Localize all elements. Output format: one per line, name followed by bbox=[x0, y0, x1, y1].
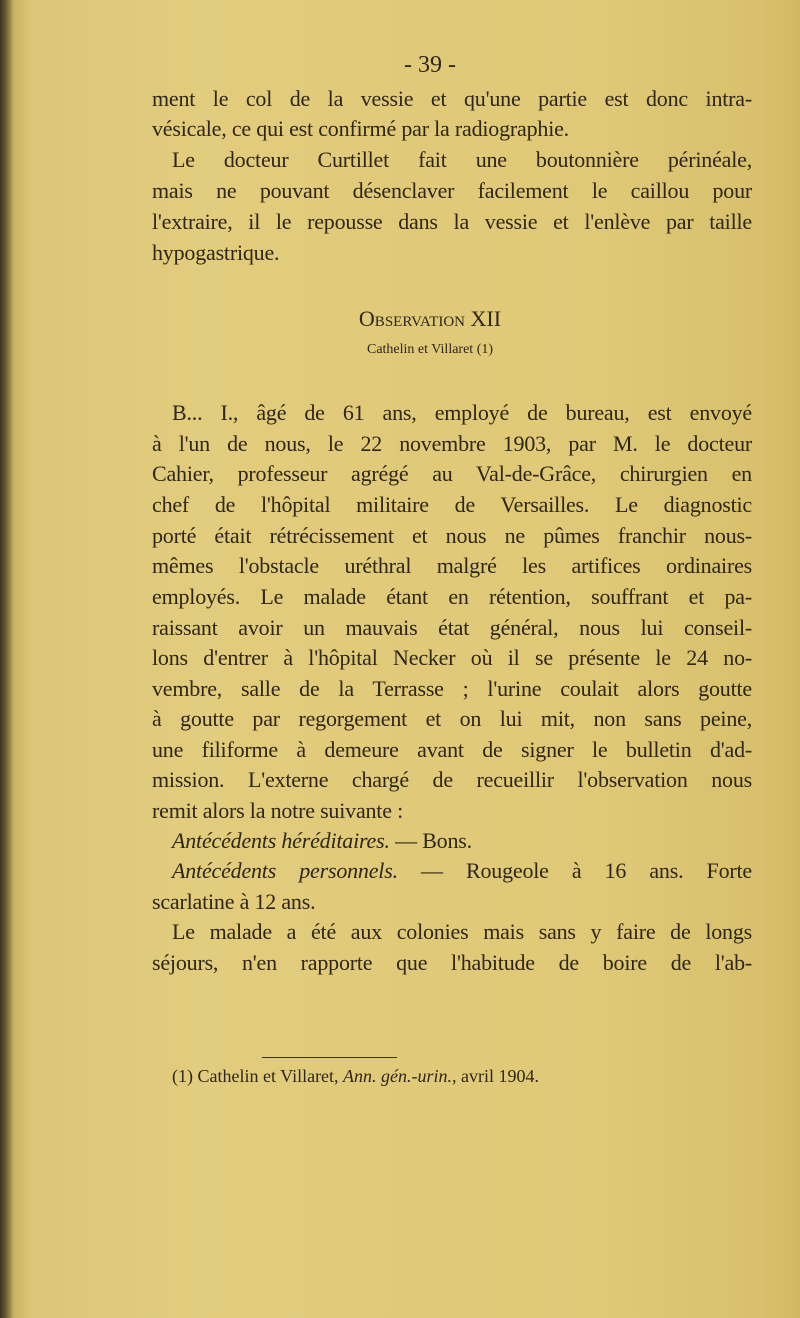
section-heading: Observation XII bbox=[358, 306, 502, 331]
footnote-divider bbox=[262, 1057, 397, 1058]
section-subheading: Cathelin et Villaret (1) bbox=[366, 342, 494, 357]
text-line: Cahier, professeur agrégé au Val-de-Grâce, chirurgien en bbox=[152, 461, 752, 486]
personal-text: — Rougeole à 16 ans. Forte bbox=[421, 858, 752, 883]
text-line: chef de l'hôpital militaire de Versailles. Le diagnostic bbox=[152, 492, 752, 517]
text-line: scarlatine à 12 ans. bbox=[152, 889, 316, 914]
text-line: une filiforme à demeure avant de signer le bulletin d'ad- bbox=[152, 737, 752, 762]
text-line: employés. Le malade étant en rétention, souffrant et pa- bbox=[152, 584, 752, 609]
footnote-marker: (1) bbox=[172, 1066, 193, 1086]
text-line: à goutte par regorgement et on lui mit, non sans peine, bbox=[152, 706, 752, 731]
text-line: l'extraire, il le repousse dans la vessie et l'enlève par taille bbox=[152, 209, 752, 234]
text-line: à l'un de nous, le 22 novembre 1903, par M. le docteur bbox=[152, 431, 752, 456]
personal-label: Antécédents personnels. bbox=[172, 858, 398, 883]
personal-antecedents bbox=[172, 858, 752, 884]
text-line: porté était rétrécissement et nous ne pûmes franchir nous- bbox=[152, 523, 752, 548]
text-line: Le malade a été aux colonies mais sans y faire de longs bbox=[172, 919, 752, 944]
text-line: vésicale, ce qui est confirmé par la radiographie. bbox=[152, 116, 569, 141]
text-line: vembre, salle de la Terrasse ; l'urine coulait alors goutte bbox=[152, 676, 752, 701]
page-number: - 39 - bbox=[404, 52, 456, 78]
text-line: hypogastrique. bbox=[152, 240, 280, 265]
text-line: mais ne pouvant désenclaver facilement le caillou pour bbox=[152, 178, 752, 203]
hereditary-antecedents bbox=[172, 828, 752, 854]
footnote-journal: Ann. gén.-urin. bbox=[343, 1066, 453, 1086]
text-line: raissant avoir un mauvais état général, nous lui conseil- bbox=[152, 615, 752, 640]
text-line: B... I., âgé de 61 ans, employé de bureau, est envoyé bbox=[172, 400, 752, 425]
hereditary-label: Antécédents héréditaires. bbox=[172, 828, 390, 853]
hereditary-text: — Bons. bbox=[395, 828, 472, 853]
text-line: Le docteur Curtillet fait une boutonnière périnéale, bbox=[172, 147, 752, 172]
text-line: mêmes l'obstacle uréthral malgré les artifices ordinaires bbox=[152, 553, 752, 578]
text-line: remit alors la notre suivante : bbox=[152, 798, 404, 823]
text-line: lons d'entrer à l'hôpital Necker où il se présente le 24 no- bbox=[152, 645, 752, 670]
footnote-authors: Cathelin et Villaret, bbox=[197, 1066, 339, 1086]
footnote-date: , avril 1904. bbox=[452, 1066, 540, 1086]
text-line: ment le col de la vessie et qu'une partie est donc intra- bbox=[152, 86, 752, 111]
text-line: séjours, n'en rapporte que l'habitude de boire de l'ab- bbox=[152, 950, 752, 975]
footnote bbox=[172, 1066, 539, 1087]
text-line: mission. L'externe chargé de recueillir l'observation nous bbox=[152, 767, 752, 792]
